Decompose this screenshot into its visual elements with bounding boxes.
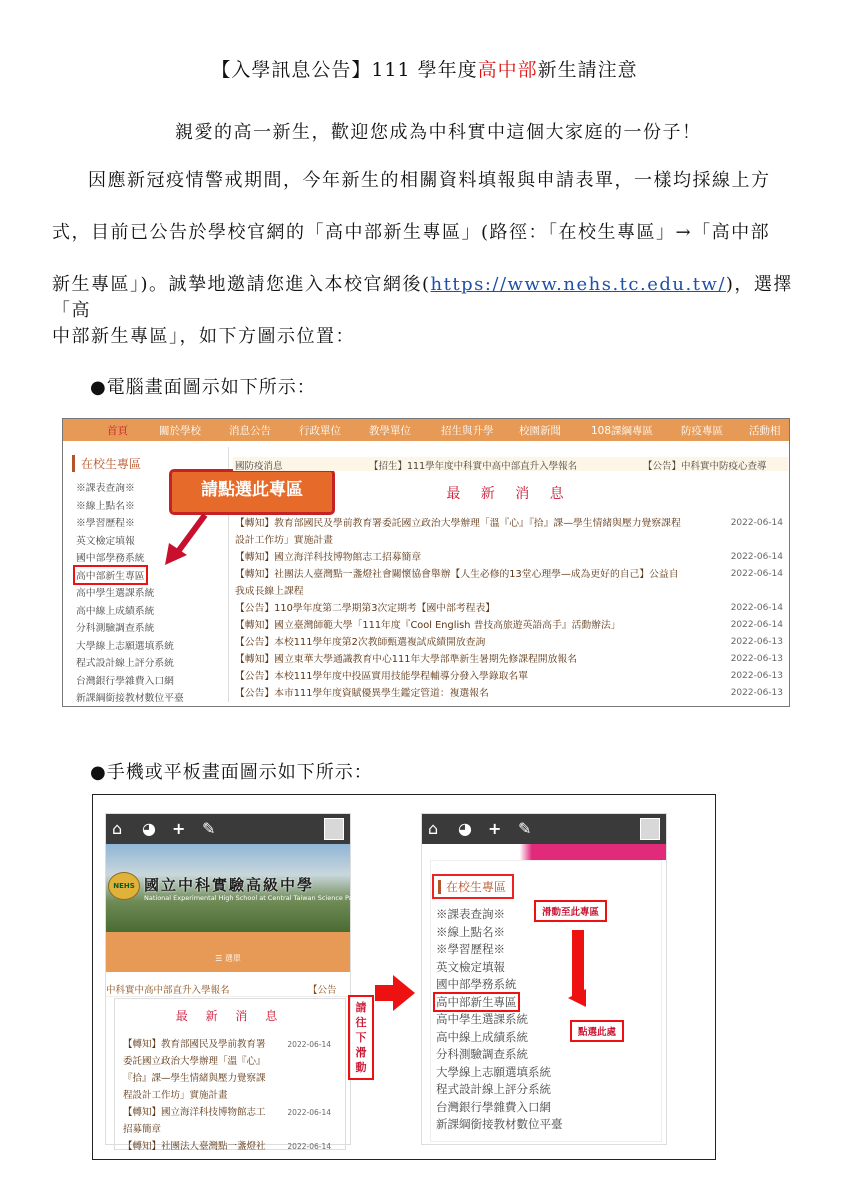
news-title: 最 新 消 息: [446, 486, 572, 502]
sidebar-item[interactable]: 大學線上志願選填系統: [76, 640, 174, 652]
pencil-icon[interactable]: ✎: [518, 819, 532, 838]
sidebar-item[interactable]: 新課綱銜接教材數位平臺: [76, 693, 184, 704]
news-row[interactable]: 我成長線上課程: [235, 586, 304, 597]
news-row[interactable]: 【公告】110學年度第二學期第3次定期考【國中部考程表】 2022-06-14: [235, 603, 783, 614]
nav-admission[interactable]: 招生與升學: [441, 425, 494, 437]
scroll-to-zone-tag: 滑動至此專區: [534, 900, 607, 922]
news-row[interactable]: 【公告】本校111學年度中投區實用技能學程輔導分發入學錄取名單 2022-06-13: [235, 671, 783, 682]
sitemap-icon[interactable]: ⌂: [428, 819, 439, 838]
banner-strip: [422, 844, 666, 860]
sidebar-item[interactable]: 分科測驗調查系統: [436, 1047, 528, 1061]
news-row[interactable]: 【轉知】社團法人臺灣點一盞燈社會關懷協會舉辦【人生必修的13堂心理學—成為更好的自己】公益自 2022-06-14: [235, 569, 783, 580]
mobile-menu-button[interactable]: ☰ 選單: [106, 932, 350, 972]
nav-epidemic[interactable]: 防疫專區: [681, 425, 723, 437]
para-line-2: 式，目前已公告於學校官網的「高中部新生專區」(路徑：「在校生專區」→「高中部: [52, 222, 771, 243]
sidebar-item[interactable]: ※課表查詢※: [436, 907, 505, 921]
title-highlight: 高中部: [477, 59, 538, 81]
news-row[interactable]: 【轉知】教育部國民及學前教育署 2022-06-14: [123, 1039, 331, 1050]
dashboard-icon[interactable]: ◕: [142, 819, 156, 838]
sidebar-item-freshman-zone[interactable]: 高中部新生專區: [436, 994, 517, 1009]
sidebar-item[interactable]: 台灣銀行學雜費入口網: [436, 1099, 551, 1114]
sidebar-item[interactable]: 新課綱銜接教材數位平臺: [436, 1117, 563, 1131]
sidebar-item[interactable]: ※學習歷程※: [76, 518, 135, 529]
sidebar-item[interactable]: 高中學生選課系統: [436, 1012, 528, 1026]
sidebar-item[interactable]: ※課表查詢※: [76, 483, 135, 494]
news-row[interactable]: 委託國立政治大學辦理「溫『心』: [123, 1056, 266, 1067]
sidebar-item[interactable]: 國中部學務系統: [436, 977, 517, 991]
para-line-1: 因應新冠疫情警戒期間，今年新生的相關資料填報與申請表單，一樣均採線上方: [88, 170, 771, 191]
sidebar-title: 在校生專區: [72, 455, 228, 472]
user-icon[interactable]: [324, 818, 344, 840]
news-row[interactable]: 程設計工作坊」實施計畫: [123, 1090, 228, 1101]
nav-news[interactable]: 消息公告: [229, 425, 271, 437]
mobile-top-bar: [422, 814, 666, 844]
news-row[interactable]: 招募簡章: [123, 1124, 162, 1135]
nav-campus-news[interactable]: 校園新聞: [519, 425, 561, 437]
pencil-icon[interactable]: ✎: [202, 819, 216, 838]
sidebar-item[interactable]: ※線上點名※: [76, 500, 135, 512]
mobile-news-panel: [114, 998, 346, 1150]
sidebar-item[interactable]: ※線上點名※: [436, 924, 505, 939]
news-row[interactable]: 【轉知】社團法人臺灣點一盞燈社 2022-06-14: [123, 1141, 331, 1152]
nav-108[interactable]: 108課綱專區: [591, 425, 654, 437]
news-row[interactable]: 【轉知】國立東華大學通識教育中心111年大學部準新生暑期先修課程開放報名 2022-06-13: [235, 654, 783, 665]
para-line-3: 新生專區」)。誠摯地邀請您進入本校官網後(https://www.nehs.tc.edu.tw/)，選擇「高: [52, 274, 793, 321]
news-row[interactable]: 『拾』課—學生情緒與壓力覺察課: [123, 1073, 266, 1084]
nav-teaching[interactable]: 教學單位: [369, 425, 411, 437]
scroll-down-hint: 請往下滑動: [348, 995, 374, 1080]
desktop-news-panel: [235, 475, 783, 702]
nav-admin[interactable]: 行政單位: [299, 425, 341, 437]
news-row[interactable]: 【轉知】教育部國民及學前教育署委託國立政治大學辦理「溫『心』『拾』課—學生情緒與壓力覺察課程 2022-06-14: [235, 518, 783, 529]
sidebar-item[interactable]: 高中線上成績系統: [76, 605, 155, 617]
news-row[interactable]: 【公告】本市111學年度資賦優異學生鑑定管道：複選報名 2022-06-13: [235, 688, 783, 699]
news-row[interactable]: 【公告】本校111學年度第2次教師甄選複試成績開放查詢 2022-06-13: [235, 637, 783, 648]
mobile-top-bar: [106, 814, 350, 844]
callout-arrow-icon: [163, 511, 213, 567]
news-row[interactable]: 【轉知】國立臺灣師範大學「111年度『Cool English 普技高旅遊英語高手』活動辦法」 2022-06-14: [235, 620, 783, 631]
phone-home-screen: [105, 813, 360, 1152]
mobile-sidebar-list: [436, 906, 563, 1134]
school-logo: NEHS: [108, 872, 140, 900]
sidebar-item[interactable]: 程式設計線上評分系統: [76, 658, 174, 669]
para-line-4: 中部新生專區」，如下方圖示位置：: [52, 326, 355, 347]
sidebar-item[interactable]: 分科測驗調查系統: [76, 623, 155, 634]
news-row[interactable]: 設計工作坊」實施計畫: [235, 535, 333, 546]
news-title: 最 新 消 息: [175, 1009, 285, 1023]
sidebar-item[interactable]: ※學習歷程※: [436, 942, 505, 956]
desktop-nav-bar: [63, 419, 789, 441]
sidebar-item[interactable]: 英文檢定填報: [436, 959, 505, 974]
arrow-right-icon: [375, 975, 415, 1011]
click-here-tag: 點選此處: [570, 1020, 624, 1042]
mobile-ticker: 中科實中高中部直升入學報名 【公告: [106, 982, 350, 997]
news-row[interactable]: 【轉知】國立海洋科技博物館志工 2022-06-14: [123, 1107, 331, 1118]
dashboard-icon[interactable]: ◕: [458, 819, 472, 838]
school-website-link[interactable]: https://www.nehs.tc.edu.tw/: [430, 274, 726, 295]
greeting: 親愛的高一新生，歡迎您成為中科實中這個大家庭的一份子！: [175, 122, 702, 143]
sidebar-item[interactable]: 高中線上成績系統: [436, 1029, 528, 1044]
sitemap-icon[interactable]: ⌂: [112, 819, 123, 838]
nav-activity[interactable]: 活動相: [749, 425, 781, 437]
plus-icon[interactable]: +: [172, 819, 186, 838]
sidebar-item[interactable]: 台灣銀行學雜費入口網: [76, 675, 174, 687]
desktop-ticker: 國防疫消息 【招生】111學年度中科實中高中部直升入學報名 【公告】中科實中防疫心查導: [233, 457, 788, 471]
arrow-left-head-icon: [550, 989, 586, 1007]
sidebar-item-freshman-zone[interactable]: 高中部新生專區: [76, 568, 228, 582]
sidebar-item[interactable]: 英文檢定填報: [76, 535, 135, 547]
sidebar-item[interactable]: 大學線上志願選填系統: [436, 1064, 551, 1079]
sidebar-item[interactable]: 程式設計線上評分系統: [436, 1082, 551, 1096]
pc-bullet: ●電腦畫面圖示如下所示：: [90, 377, 316, 398]
sidebar-title: 在校生專區: [432, 874, 514, 899]
announcement-title: 【入學訊息公告】111 學年度高中部新生請注意: [211, 59, 638, 81]
mobile-screenshot: [92, 794, 716, 1160]
sidebar-item[interactable]: 高中學生選課系統: [76, 588, 155, 599]
school-name: 國立中科實驗高級中學: [144, 876, 315, 894]
nav-home[interactable]: 首頁: [107, 425, 128, 437]
school-name-en: National Experimental High School at Central Taiwan Science Park: [144, 894, 360, 902]
sidebar-item[interactable]: 國中部學務系統: [76, 553, 145, 564]
user-icon[interactable]: [640, 818, 660, 840]
plus-icon[interactable]: +: [488, 819, 502, 838]
phone-sidebar-screen: [421, 813, 667, 1145]
news-row[interactable]: 【轉知】國立海洋科技博物館志工招募簡章 2022-06-14: [235, 552, 783, 563]
nav-about[interactable]: 關於學校: [159, 425, 201, 437]
click-here-callout: 請點選此專區: [169, 469, 335, 515]
desktop-screenshot: [62, 418, 790, 707]
mobile-bullet: ●手機或平板畫面圖示如下所示：: [90, 762, 373, 783]
